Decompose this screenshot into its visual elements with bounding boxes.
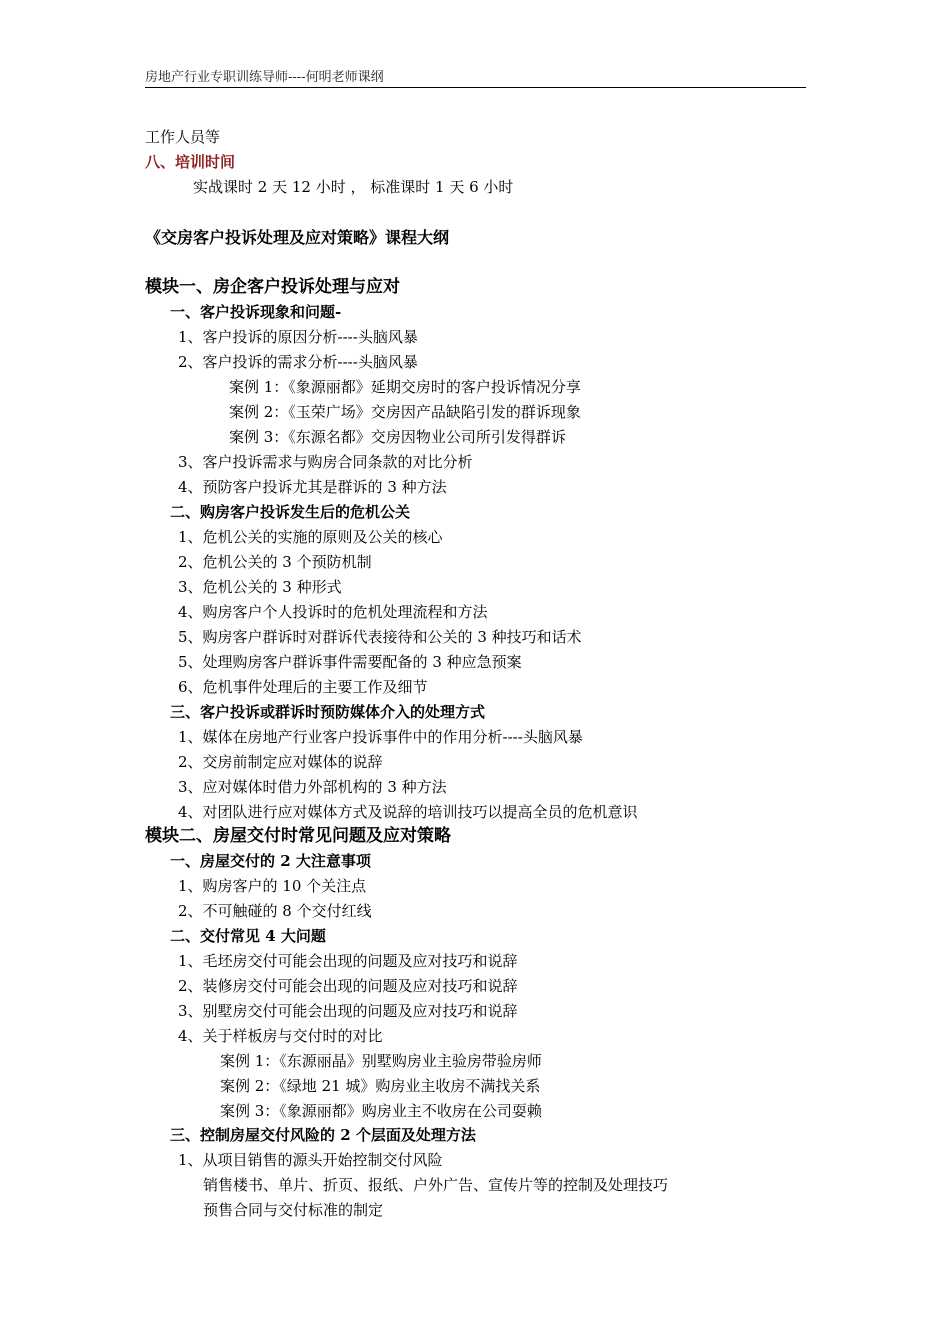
list-item: 3、客户投诉需求与购房合同条款的对比分析 [178,453,473,471]
list-item: 1、媒体在房地产行业客户投诉事件中的作用分析----头脑风暴 [178,728,583,746]
list-item: 1、危机公关的实施的原则及公关的核心 [178,528,443,546]
m2-s1-title: 一、房屋交付的 2 大注意事项 [170,852,371,870]
list-item: 1、客户投诉的原因分析----头脑风暴 [178,328,418,346]
list-item: 2、装修房交付可能会出现的问题及应对技巧和说辞 [178,977,518,995]
list-item: 4、预防客户投诉尤其是群诉的 3 种方法 [178,478,447,496]
m1-s1-title: 一、客户投诉现象和问题- [170,303,342,321]
course-title: 《交房客户投诉处理及应对策略》课程大纲 [145,228,450,247]
m2-s3-title: 三、控制房屋交付风险的 2 个层面及处理方法 [170,1126,476,1144]
list-item: 2、不可触碰的 8 个交付红线 [178,902,372,920]
list-item: 2、危机公关的 3 个预防机制 [178,553,372,571]
list-item: 3、危机公关的 3 种形式 [178,578,342,596]
list-item: 5、购房客户群诉时对群诉代表接待和公关的 3 种技巧和话术 [178,628,582,646]
list-item: 2、客户投诉的需求分析----头脑风暴 [178,353,418,371]
header-rule [145,87,806,88]
case-item: 案例 1：《象源丽都》延期交房时的客户投诉情况分享 [229,378,581,396]
list-item: 1、从项目销售的源头开始控制交付风险 [178,1151,443,1169]
intro-line: 工作人员等 [145,128,221,146]
list-item: 4、关于样板房与交付时的对比 [178,1027,383,1045]
list-item: 4、购房客户个人投诉时的危机处理流程和方法 [178,603,488,621]
list-item: 1、购房客户的 10 个关注点 [178,877,367,895]
list-item: 4、对团队进行应对媒体方式及说辞的培训技巧以提高全员的危机意识 [178,803,638,821]
case-item: 案例 1：《东源丽晶》别墅购房业主验房带验房师 [220,1052,542,1070]
case-item: 案例 2：《玉荣广场》交房因产品缺陷引发的群诉现象 [229,403,581,421]
module1-title: 模块一、房企客户投诉处理与应对 [145,277,400,297]
list-item: 6、危机事件处理后的主要工作及细节 [178,678,428,696]
list-item: 2、交房前制定应对媒体的说辞 [178,753,383,771]
case-item: 案例 2：《绿地 21 城》购房业主收房不满找关系 [220,1077,541,1095]
list-item: 1、毛坯房交付可能会出现的问题及应对技巧和说辞 [178,952,518,970]
case-item: 案例 3：《东源名都》交房因物业公司所引发得群诉 [229,428,566,446]
list-item: 3、应对媒体时借力外部机构的 3 种方法 [178,778,447,796]
list-item: 3、别墅房交付可能会出现的问题及应对技巧和说辞 [178,1002,518,1020]
paragraph-line: 预售合同与交付标准的制定 [203,1201,384,1219]
m2-s2-title: 二、交付常见 4 大问题 [170,927,326,945]
module2-title: 模块二、房屋交付时常见问题及应对策略 [145,826,451,846]
case-item: 案例 3：《象源丽都》购房业主不收房在公司耍赖 [220,1102,542,1120]
m1-s2-title: 二、购房客户投诉发生后的危机公关 [170,503,411,521]
list-item: 5、处理购房客户群诉事件需要配备的 3 种应急预案 [178,653,522,671]
section-8-heading: 八、培训时间 [145,153,236,171]
m1-s3-title: 三、客户投诉或群诉时预防媒体介入的处理方式 [170,703,486,721]
paragraph-line: 销售楼书、单片、折页、报纸、户外广告、宣传片等的控制及处理技巧 [203,1176,669,1194]
page-header: 房地产行业专职训练导师----何明老师课纲 [145,70,384,85]
training-time: 实战课时 2 天 12 小时 ， 标准课时 1 天 6 小时 [193,178,514,196]
